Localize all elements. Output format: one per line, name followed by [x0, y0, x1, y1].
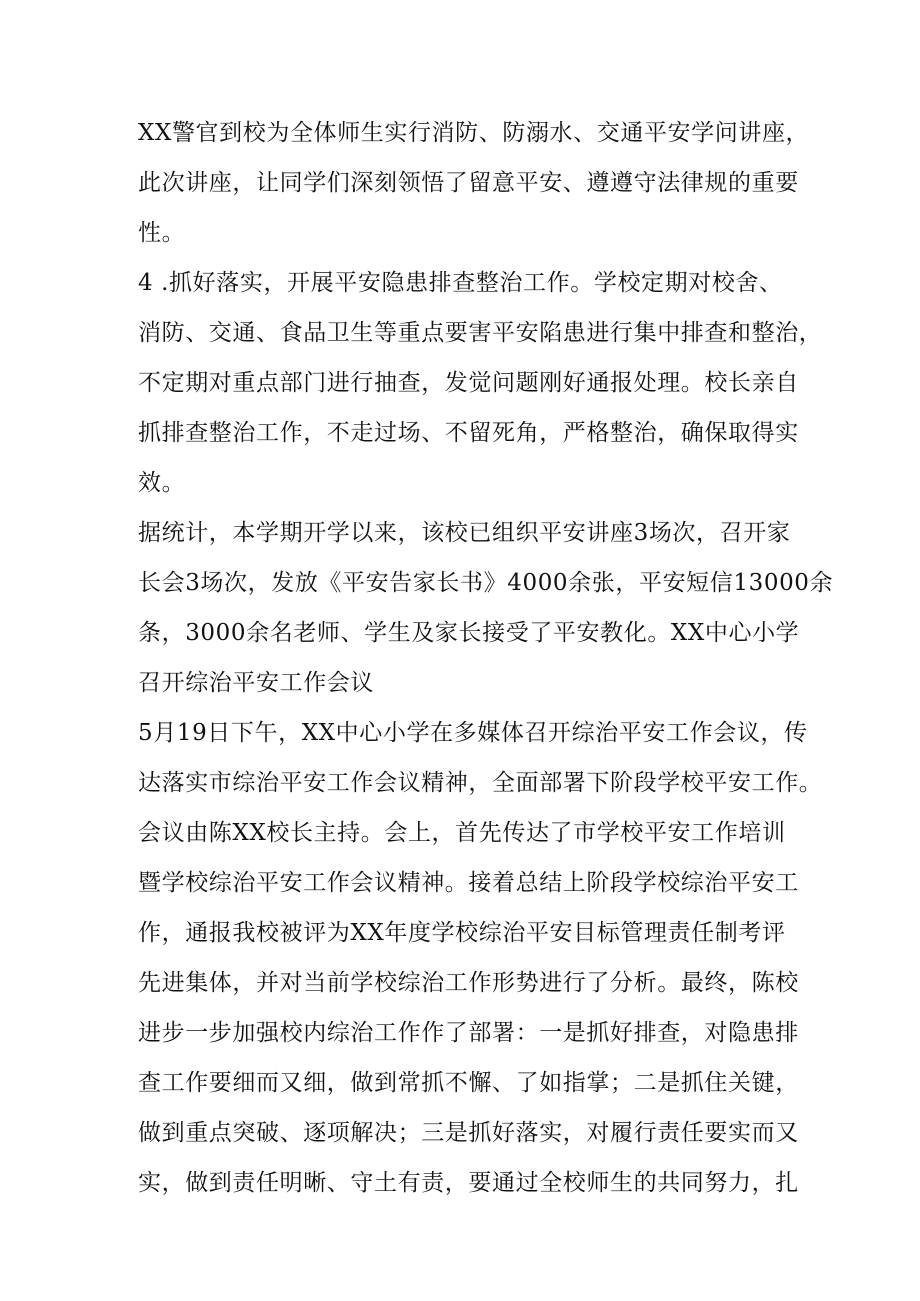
text-line: 达落实市综治平安工作会议精神，全面部署下阶段学校平安工作。: [138, 770, 823, 796]
text-line: 4 .抓好落实，开展平安隐患排查整治工作。学校定期对校舍、: [138, 270, 783, 296]
text-line: 条，3000余名老师、学生及家长接受了平安教化。XX中心小学: [138, 620, 800, 646]
text-line: 进步一步加强校内综治工作作了部署：一是抓好排查，对隐患排: [138, 1020, 799, 1046]
text-line: 会议由陈XX校长主持。会上，首先传达了市学校平安工作培训: [138, 820, 786, 846]
text-line: 不定期对重点部门进行抽查，发觉问题刚好通报处理。校长亲自: [138, 370, 799, 396]
text-line: 抓排查整治工作，不走过场、不留死角，严格整治，确保取得实: [138, 420, 799, 446]
text-line: 据统计，本学期开学以来，该校已组织平安讲座3场次，召开家: [138, 520, 791, 546]
text-line: 召开综治平安工作会议: [138, 670, 374, 696]
text-line: 作，通报我校被评为XX年度学校综治平安目标管理责任制考评: [138, 920, 786, 946]
text-line: XX警官到校为全体师生实行消防、防溺水、交通平安学问讲座，: [138, 120, 810, 146]
text-line: 此次讲座，让同学们深刻领悟了留意平安、遵遵守法律规的重要: [138, 170, 799, 196]
text-line: 查工作要细而又细，做到常抓不懈、了如指掌；二是抓住关键，: [138, 1070, 799, 1096]
text-line: 消防、交通、食品卫生等重点要害平安陷患进行集中排查和整治，: [138, 320, 823, 346]
text-line: 先进集体，并对当前学校综治工作形势进行了分析。最终，陈校: [138, 970, 799, 996]
text-line: 效。: [138, 470, 186, 496]
text-line: 5月19日下午，XX中心小学在多媒体召开综治平安工作会议，传: [138, 720, 808, 746]
text-line: 长会3场次，发放《平安告家长书》4000余张，平安短信13000余: [138, 570, 834, 596]
text-line: 暨学校综治平安工作会议精神。接着总结上阶段学校综治平安工: [138, 870, 799, 896]
text-line: 做到重点突破、逐项解决；三是抓好落实，对履行责任要实而又: [138, 1120, 799, 1146]
document-body: [138, 108, 834, 1208]
text-line: 性。: [138, 220, 186, 246]
text-line: 实，做到责任明晰、守土有责，要通过全校师生的共同努力，扎: [138, 1170, 799, 1196]
